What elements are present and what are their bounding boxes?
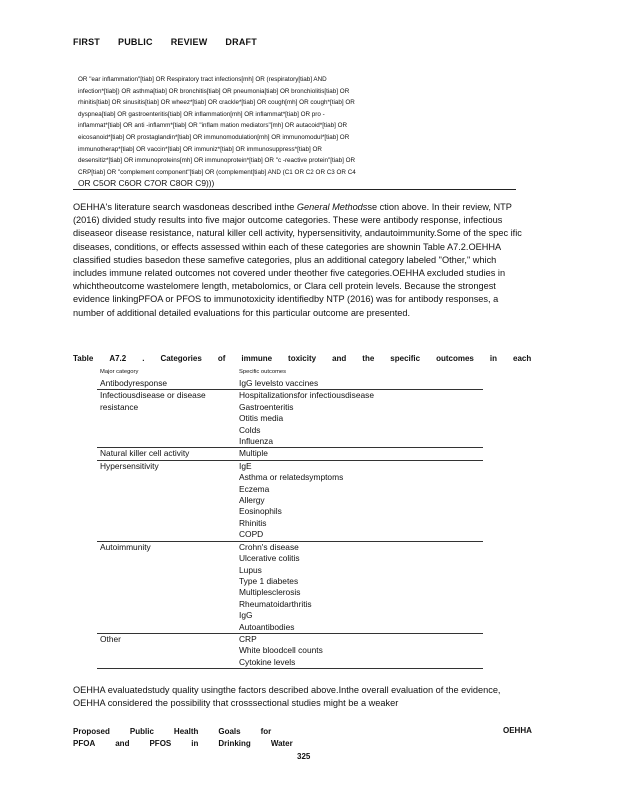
outcome-item: Lupus: [239, 564, 262, 575]
outcome-item: IgE: [239, 460, 252, 471]
caption-word: Table: [73, 354, 94, 363]
search-line: rhinitis[tiab] OR sinusitis[tiab] OR wheez*[tiab] OR crackle*[tiab] OR cough[mh] OR cough*[tiab] OR: [78, 99, 355, 107]
search-block-divider: [73, 189, 516, 190]
outcome-item: Rheumatoidarthritis: [239, 598, 312, 609]
table-row: [97, 542, 483, 634]
paragraph-study-quality: OEHHA evaluatedstudy quality usingthe factors described above.Inthe overall evaluation of the evidence, OEHHA considered the possibility that crosssectional studies might be a weaker: [73, 685, 501, 709]
table-header-row: [97, 367, 483, 378]
header-word: PUBLIC: [118, 37, 153, 47]
cell-outcomes: [239, 390, 483, 447]
footer-word: and: [115, 739, 130, 748]
footer-word: Health: [173, 727, 199, 736]
outcome-item: Asthma or relatedsymptoms: [239, 472, 344, 483]
outcome-item: Multiple: [239, 448, 268, 459]
header-word: REVIEW: [170, 37, 208, 47]
cell-outcomes: [239, 448, 483, 459]
caption-word: of: [217, 354, 226, 363]
outcome-item: Gastroenteritis: [239, 401, 294, 412]
table-row: [97, 378, 483, 390]
search-line: OR "ear inflammation"[tiab] OR Respiratory tract infections[mh] OR (respiratory[tiab] AND: [78, 76, 327, 83]
search-line: inflammat*[tiab] OR anti -inflamm*[tiab] OR "inflam mation mediators"[mh] OR autacoid*[tiab] OR: [78, 122, 348, 130]
outcome-item: COPD: [239, 529, 264, 540]
cell-category: Natural killer cell activity: [100, 448, 190, 459]
outcome-item: Allergy: [239, 495, 265, 506]
cell-outcomes: [239, 461, 483, 541]
cell-outcomes: [239, 634, 483, 668]
outcome-item: Multiplesclerosis: [239, 587, 301, 598]
outcome-item: Crohn's disease: [239, 541, 299, 552]
immune-toxicity-table: [97, 367, 483, 669]
footer-line: [73, 726, 313, 738]
outcome-item: Type 1 diabetes: [239, 575, 299, 586]
caption-word: Categories: [160, 354, 202, 363]
footer-word: in: [191, 739, 199, 748]
footer-word: for: [260, 727, 272, 736]
table-caption: [73, 354, 547, 363]
caption-word: immune: [241, 354, 273, 363]
footer-word: Public: [129, 727, 154, 736]
outcome-item: Rhinitis: [239, 517, 267, 528]
page-number: 325: [297, 752, 311, 761]
search-line: CRP[tiab] OR "complement component"[tiab] OR (complement[tiab] AND (C1 OR C2 OR C3 OR C4: [78, 168, 356, 176]
outcome-item: Influenza: [239, 436, 273, 447]
cell-category: Antibodyresponse: [100, 378, 168, 388]
outcome-item: Cytokine levels: [239, 656, 296, 667]
outcome-item: Eczema: [239, 483, 270, 494]
caption-word: the: [362, 354, 375, 363]
outcome-item: IgG: [239, 610, 253, 621]
footer-word: PFOS: [149, 739, 172, 748]
outcome-item: Eosinophils: [239, 506, 282, 517]
cell-category: Hypersensitivity: [100, 460, 159, 471]
caption-word: A7.2: [109, 354, 127, 363]
paragraph-text-end: se ction above. In their review, NTP (2016) divided study results into five major outcome categories. These were antibody response, infectious diseaseor disease resistance, natural killer cell activity, hypersensitivity, andautoimmunity.Some of the spec ific diseases, conditions, or effects assessed within each of these categories are shownin Table A7.2.OEHHA classified studies basedon these samefive categories, plus an additional category labeled "Other," which includes immune related outcomes not covered under theother five categories.OEHHA excluded studies in whichtheoutcome wastelomere length, metabolomics, or Clara cell protein levels. Because the strongest evidence linkingPFOA or PFOS to immunotoxicity identifiedby NTP (2016) was for antibody responses, a number of additional detailed evaluations for this particular outcome are presented.: [73, 202, 522, 318]
search-line: eicosanoid*[tiab] OR prostaglandin*[tiab] OR immunomodulation[mh] OR immunomodul*[tiab] OR: [78, 133, 350, 141]
footer-word: Proposed: [73, 727, 110, 736]
cell-outcomes: [239, 542, 483, 633]
table-row: [97, 448, 483, 460]
footer-word: Goals: [218, 727, 241, 736]
outcome-item: Colds: [239, 424, 261, 435]
outcome-item: Ulcerative colitis: [239, 553, 300, 564]
header-specific-outcomes: Specific outcomes: [239, 369, 287, 375]
cell-outcomes: [239, 378, 483, 389]
running-header: [73, 37, 275, 47]
table-row: [97, 461, 483, 542]
footer-word: Water: [270, 739, 293, 748]
table-row: [97, 634, 483, 669]
cell-category: Autoimmunity: [100, 541, 151, 552]
footer-word: Drinking: [218, 739, 251, 748]
search-line: immunotherap*[tiab] OR vaccin*[tiab] OR immuniz*[tiab] OR immunosuppress*[tiab] OR: [78, 145, 322, 153]
search-strategy-block: [78, 74, 498, 190]
footer-word: PFOA: [73, 739, 96, 748]
paragraph-italic-methods: General Methods: [296, 202, 368, 212]
footer-line: [73, 738, 313, 750]
paragraph-literature-search: [73, 201, 523, 320]
search-line: infection*[tiab]) OR asthma[tiab] OR bronchitis[tiab] OR pneumonia[tiab] OR bronchiolitis[tiab] OR: [78, 87, 350, 95]
cell-category: Infectiousdisease or disease resistance: [100, 390, 206, 412]
search-line: desensitiz*[tiab] OR immunoproteins[mh] OR immunoprotein*[tiab] OR "c -reactive protein"[tiab] OR: [78, 157, 356, 165]
outcome-item: Hospitalizationsfor infectiousdisease: [239, 390, 375, 401]
caption-word: outcomes: [436, 354, 474, 363]
caption-word: .: [142, 354, 145, 363]
outcome-item: IgG levelsto vaccines: [239, 378, 319, 388]
search-line-last: OR C5OR C6OR C7OR C8OR C9))): [78, 178, 215, 189]
outcome-item: White bloodcell counts: [239, 645, 323, 656]
footer-agency: OEHHA: [503, 726, 532, 735]
table-row: [97, 390, 483, 448]
cell-category: Other: [100, 633, 121, 644]
outcome-item: CRP: [239, 633, 257, 644]
footer-title: [73, 726, 313, 750]
search-line: dyspnea[tiab] OR gastroenteritis[tiab] OR inflammation[mh] OR inflammat*[tiab] OR pro -: [78, 110, 325, 118]
caption-word: specific: [390, 354, 421, 363]
paragraph-text-start: OEHHA's literature search wasdoneas described inthe: [73, 202, 297, 212]
caption-word: in: [489, 354, 497, 363]
caption-word: toxicity: [288, 354, 317, 363]
header-major-category: Major category: [100, 369, 139, 375]
header-word: FIRST: [73, 37, 100, 47]
caption-word: each: [513, 354, 532, 363]
header-word: DRAFT: [225, 37, 257, 47]
outcome-item: Otitis media: [239, 413, 284, 424]
caption-word: and: [332, 354, 347, 363]
outcome-item: Autoantibodies: [239, 621, 295, 632]
